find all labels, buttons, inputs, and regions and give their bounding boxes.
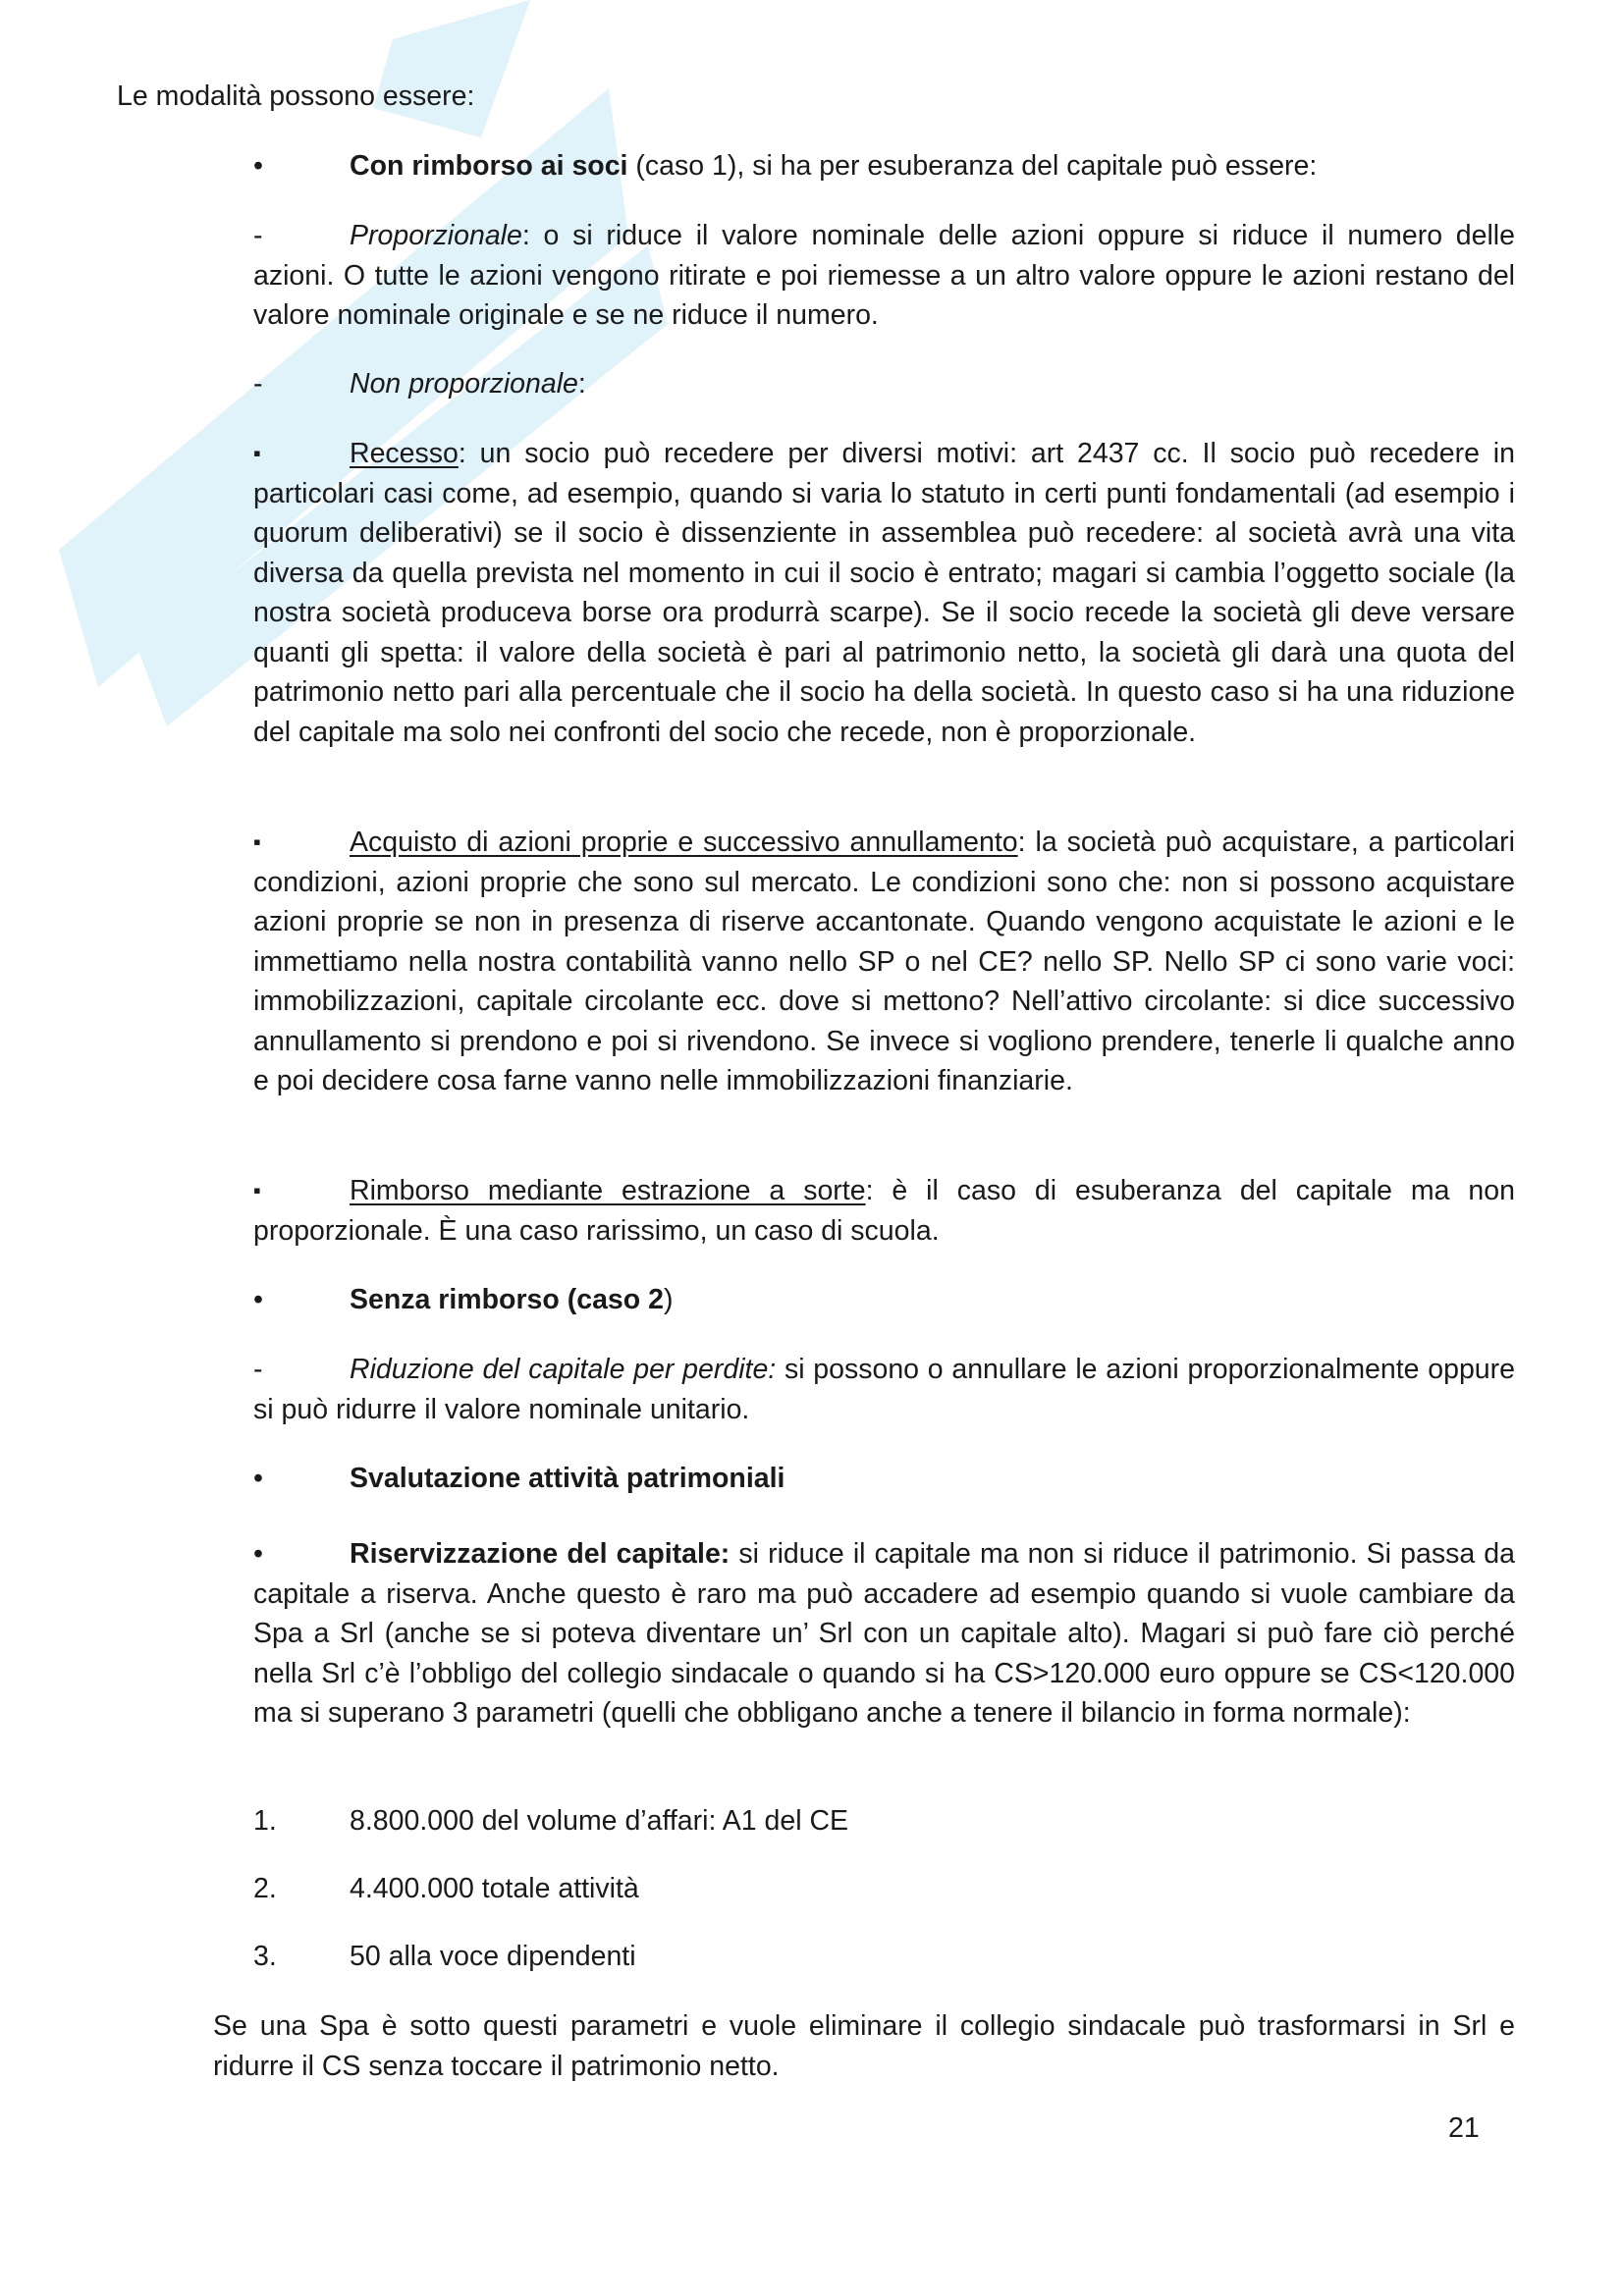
- paragraph-riservizzazione: Riservizzazione del capitale: si riduce il capitale ma non si riduce il patrimonio. Si passa da capitale a riserva. Anche questo è raro ma può accadere ad esempio quando si vuole cambiare da Spa a Srl (anche se si poteva diventare un’ Srl con un capitale alto). Magari si può fare ciò perché nella Srl c’è l’obbligo del collegio sindacale o quando si ha CS>120.000 euro oppure se CS<120.000 ma si superano 3 parametri (quelli che obbligano anche a tenere il bilancio in forma normale):: [253, 1538, 1515, 1729]
- page-number: 21: [1448, 2112, 1480, 2144]
- document-page: Le modalità possono essere: • Con rimborso ai soci (caso 1), si ha per esuberanza del capitale può essere: - Proporzionale: o si riduce il valore nominale delle azioni oppure si riduce il numero delle azioni. O tutte le azioni vengono ritirate e poi riemesse a un altro valore oppure le azioni restano del valore nominale originale e se ne riduce il numero. - Non proporzionale: ▪ Recesso: un socio può recedere per diversi motivi: art 2437 cc. Il socio può recedere in particolari casi come, ad esempio, quando si varia lo statuto in certi punti fondamentali (ad esempio i quorum deliberativi) se il socio è dissenziente in assemblea può recedere: al società avrà una vita diversa da quella prevista nel momento in cui il socio è entrato; magari si cambia l’oggetto sociale (la nostra società produceva borse ora produrrà scarpe). Se il socio recede la società gli deve versare quanti gli spetta: il valore della società è pari al patrimonio netto, la società gli darà una quota del patrimonio netto pari alla percentuale che il socio ha della società. In questo caso si ha una riduzione del capitale ma solo nei confronti del socio che recede, non è proporzionale. ▪ Acquisto di azioni proprie e successivo annullamento: la società può acquistare, a particolari condizioni, azioni proprie che sono sul mercato. Le condizioni sono che: non si possono acquistare azioni proprie se non in presenza di riserve accantonate. Quando vengono acquistate le azioni e le immettiamo nella nostra contabilità vanno nello SP o nel CE? nello SP. Nello SP ci sono varie voci: immobilizzazioni, capitale circolante ecc. dove si mettono? Nell’attivo circolante: si dice successivo annullamento si prendono e poi si rivendono. Se invece si vogliono prendere, tenerle li qualche anno e poi decidere cosa farne vanno nelle immobilizzazioni finanziarie. ▪ Rimborso mediante estrazione a sorte: è il caso di esuberanza del capitale ma non proporzionale. È una caso rarissimo, un caso di scuola. • Senza rimborso (caso 2) - Riduzione del capitale per perdite: si possono o annullare le azioni proporzionalmente oppure si può ridurre il valore nominale unitario. • Svalutazione attività patrimoniali • Riservizzazione del capitale: si riduce il capitale ma non si riduce il patrimonio. Si passa da capitale a riserva. Anche questo è raro ma può accadere ad esempio quando si vuole cambiare da Spa a Srl (anche se si poteva diventare un’ Srl con un capitale alto). Magari si può fare ciò perché nella Srl c’è l’obbligo del collegio sindacale o quando si ha CS>120.000 euro oppure se CS<120.000 ma si superano 3 parametri (quelli che obbligano anche a tenere il bilancio in forma normale): 1. 8.800.000 del volume d’affari: A1 del CE 2. 4.400.000 totale attività 3. 50 alla voce dipendenti Se una Spa è sotto questi parametri e vuole eliminare il collegio sindacale può trasformarsi in Srl e ridurre il CS senza toccare il patrimonio netto. 21: [0, 0, 1623, 2296]
- bullet-marker: •: [253, 1284, 263, 1315]
- item-text: 4.400.000 totale attività: [350, 1873, 639, 1904]
- paragraph-rimborso-sorte: Rimborso mediante estrazione a sorte: è il caso di esuberanza del capitale ma non proporzionale. È una caso rarissimo, un caso di scuola.: [253, 1175, 1515, 1247]
- closing-paragraph: Se una Spa è sotto questi parametri e vuole eliminare il collegio sindacale può trasformarsi in Srl e ridurre il CS senza toccare il patrimonio netto.: [213, 2010, 1515, 2082]
- paragraph-recesso: Recesso: un socio può recedere per diversi motivi: art 2437 cc. Il socio può recedere in particolari casi come, ad esempio, quando si varia lo statuto in certi punti fondamentali (ad esempio i quorum deliberativi) se il socio è dissenziente in assemblea può recedere: al società avrà una vita diversa da quella prevista nel momento in cui il socio è entrato; magari si cambia l’oggetto sociale (la nostra società produceva borse ora produrrà scarpe). Se il socio recede la società gli deve versare quanti gli spetta: il valore della società è pari al patrimonio netto, la società gli darà una quota del patrimonio netto pari alla percentuale che il socio ha della società. In questo caso si ha una riduzione del capitale ma solo nei confronti del socio che recede, non è proporzionale.: [253, 438, 1515, 748]
- bullet-marker: •: [253, 150, 263, 182]
- dash-marker: -: [253, 1354, 263, 1385]
- bold-label: Riservizzazione del capitale:: [350, 1538, 730, 1570]
- paragraph-riduzione: Riduzione del capitale per perdite: si possono o annullare le azioni proporzionalmente oppure si può ridurre il valore nominale unitario.: [253, 1354, 1516, 1425]
- square-bullet-marker: ▪: [253, 829, 261, 854]
- item-number: 2.: [253, 1873, 277, 1904]
- bold-label: Con rimborso ai soci: [350, 150, 628, 182]
- bold-label: Svalutazione attività patrimoniali: [350, 1463, 785, 1494]
- dash-marker: -: [253, 220, 263, 251]
- italic-label: Non proporzionale: [350, 368, 578, 400]
- item-text: 50 alla voce dipendenti: [350, 1941, 636, 1972]
- bullet-text: Con rimborso ai soci (caso 1), si ha per esuberanza del capitale può essere:: [350, 150, 1318, 182]
- dash-marker: -: [253, 368, 263, 400]
- paragraph-acquisto: Acquisto di azioni proprie e successivo annullamento: la società può acquistare, a particolari condizioni, azioni proprie che sono sul mercato. Le condizioni sono che: non si possono acquistare azioni proprie se non in presenza di riserve accantonate. Quando vengono acquistate le azioni e le immettiamo nella nostra contabilità vanno nello SP o nel CE? nello SP. Nello SP ci sono varie voci: immobilizzazioni, capitale circolante ecc. dove si mettono? Nell’attivo circolante: si dice successivo annullamento si prendono e poi si rivendono. Se invece si vogliono prendere, tenerle li qualche anno e poi decidere cosa farne vanno nelle immobilizzazioni finanziarie.: [253, 827, 1515, 1096]
- bullet-marker: •: [253, 1463, 263, 1494]
- underlined-label: Acquisto di azioni proprie e successivo annullamento: [350, 827, 1018, 858]
- bold-label: Senza rimborso (caso 2: [350, 1284, 664, 1315]
- paragraph-proporzionale: Proporzionale: o si riduce il valore nominale delle azioni oppure si riduce il numero delle azioni. O tutte le azioni vengono ritirate e poi riemesse a un altro valore oppure le azioni restano del valore nominale originale e se ne riduce il numero.: [253, 220, 1515, 331]
- bullet-marker: •: [253, 1538, 263, 1570]
- square-bullet-marker: ▪: [253, 1178, 261, 1202]
- underlined-label: Rimborso mediante estrazione a sorte: [350, 1175, 866, 1206]
- item-number: 3.: [253, 1941, 277, 1972]
- item-number: 1.: [253, 1805, 277, 1837]
- item-text: 8.800.000 del volume d’affari: A1 del CE: [350, 1805, 849, 1837]
- intro-text: Le modalità possono essere:: [117, 80, 475, 112]
- italic-label: Riduzione del capitale per perdite:: [350, 1354, 777, 1385]
- underlined-label: Recesso: [350, 438, 459, 469]
- square-bullet-marker: ▪: [253, 441, 261, 465]
- italic-label: Proporzionale: [350, 220, 522, 251]
